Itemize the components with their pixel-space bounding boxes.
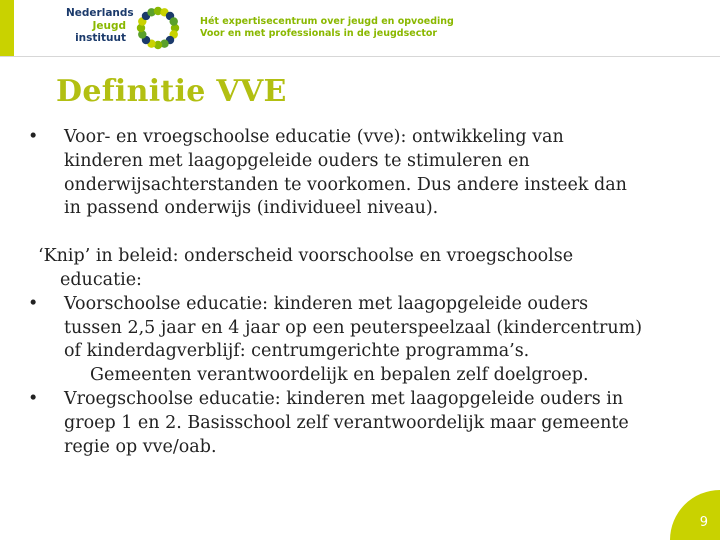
text-line: regie op vve/oab. — [64, 436, 217, 457]
bullet-marker: • — [28, 388, 39, 409]
knip-paragraph — [28, 245, 668, 293]
text-line: Voorschoolse educatie: kinderen met laagopgeleide ouders — [64, 293, 589, 314]
header-accent-bar — [0, 0, 14, 56]
page-number-badge — [662, 482, 720, 540]
gemeenten-line: Gemeenten verantwoordelijk en bepalen zelf doelgroep. — [90, 365, 589, 386]
text-line: onderwijsachterstanden te voorkomen. Dus andere insteek dan — [64, 174, 627, 195]
bullet-marker: • — [28, 293, 39, 314]
text-line: ‘Knip’ in beleid: onderscheid voorschoolse en vroegschoolse — [38, 246, 574, 267]
header-tagline — [200, 16, 454, 40]
tagline-line-1: Hét expertisecentrum over jeugd en opvoeding — [200, 16, 454, 27]
logo-wordmark — [66, 7, 134, 45]
logo-line-3: instituut — [75, 32, 126, 44]
logo-line-2: Jeugd — [92, 19, 126, 32]
text-line: groep 1 en 2. Basisschool zelf verantwoordelijk maar gemeente — [64, 412, 629, 433]
bullet-voorschoolse — [28, 293, 668, 364]
text-line: Vroegschoolse educatie: kinderen met laagopgeleide ouders in — [64, 388, 624, 409]
logo-line-1: Nederlands — [66, 7, 134, 19]
text-line: kinderen met laagopgeleide ouders te stimuleren en — [64, 150, 530, 171]
text-line: educatie: — [60, 269, 142, 290]
emblem-dot — [170, 17, 178, 25]
text-line: of kinderdagverblijf: centrumgerichte programma’s. — [64, 341, 530, 362]
bullet-vve-definition — [28, 126, 668, 221]
slide-header — [0, 0, 720, 57]
text-line: tussen 2,5 jaar en 4 jaar op een peuterspeelzaal (kindercentrum) — [64, 317, 643, 338]
slide-body — [28, 126, 668, 459]
bullet-vroegschoolse — [28, 388, 668, 459]
text-line: Voor- en vroegschoolse educatie (vve): ontwikkeling van — [64, 127, 564, 147]
text-line: in passend onderwijs (individueel niveau). — [64, 198, 439, 219]
page-number: 9 — [699, 515, 708, 530]
tagline-line-2: Voor en met professionals in de jeugdsector — [200, 28, 438, 39]
sun-ring-logo-icon — [134, 4, 182, 52]
bullet-marker: • — [28, 127, 39, 147]
slide-title: Definitie VVE — [56, 74, 287, 109]
